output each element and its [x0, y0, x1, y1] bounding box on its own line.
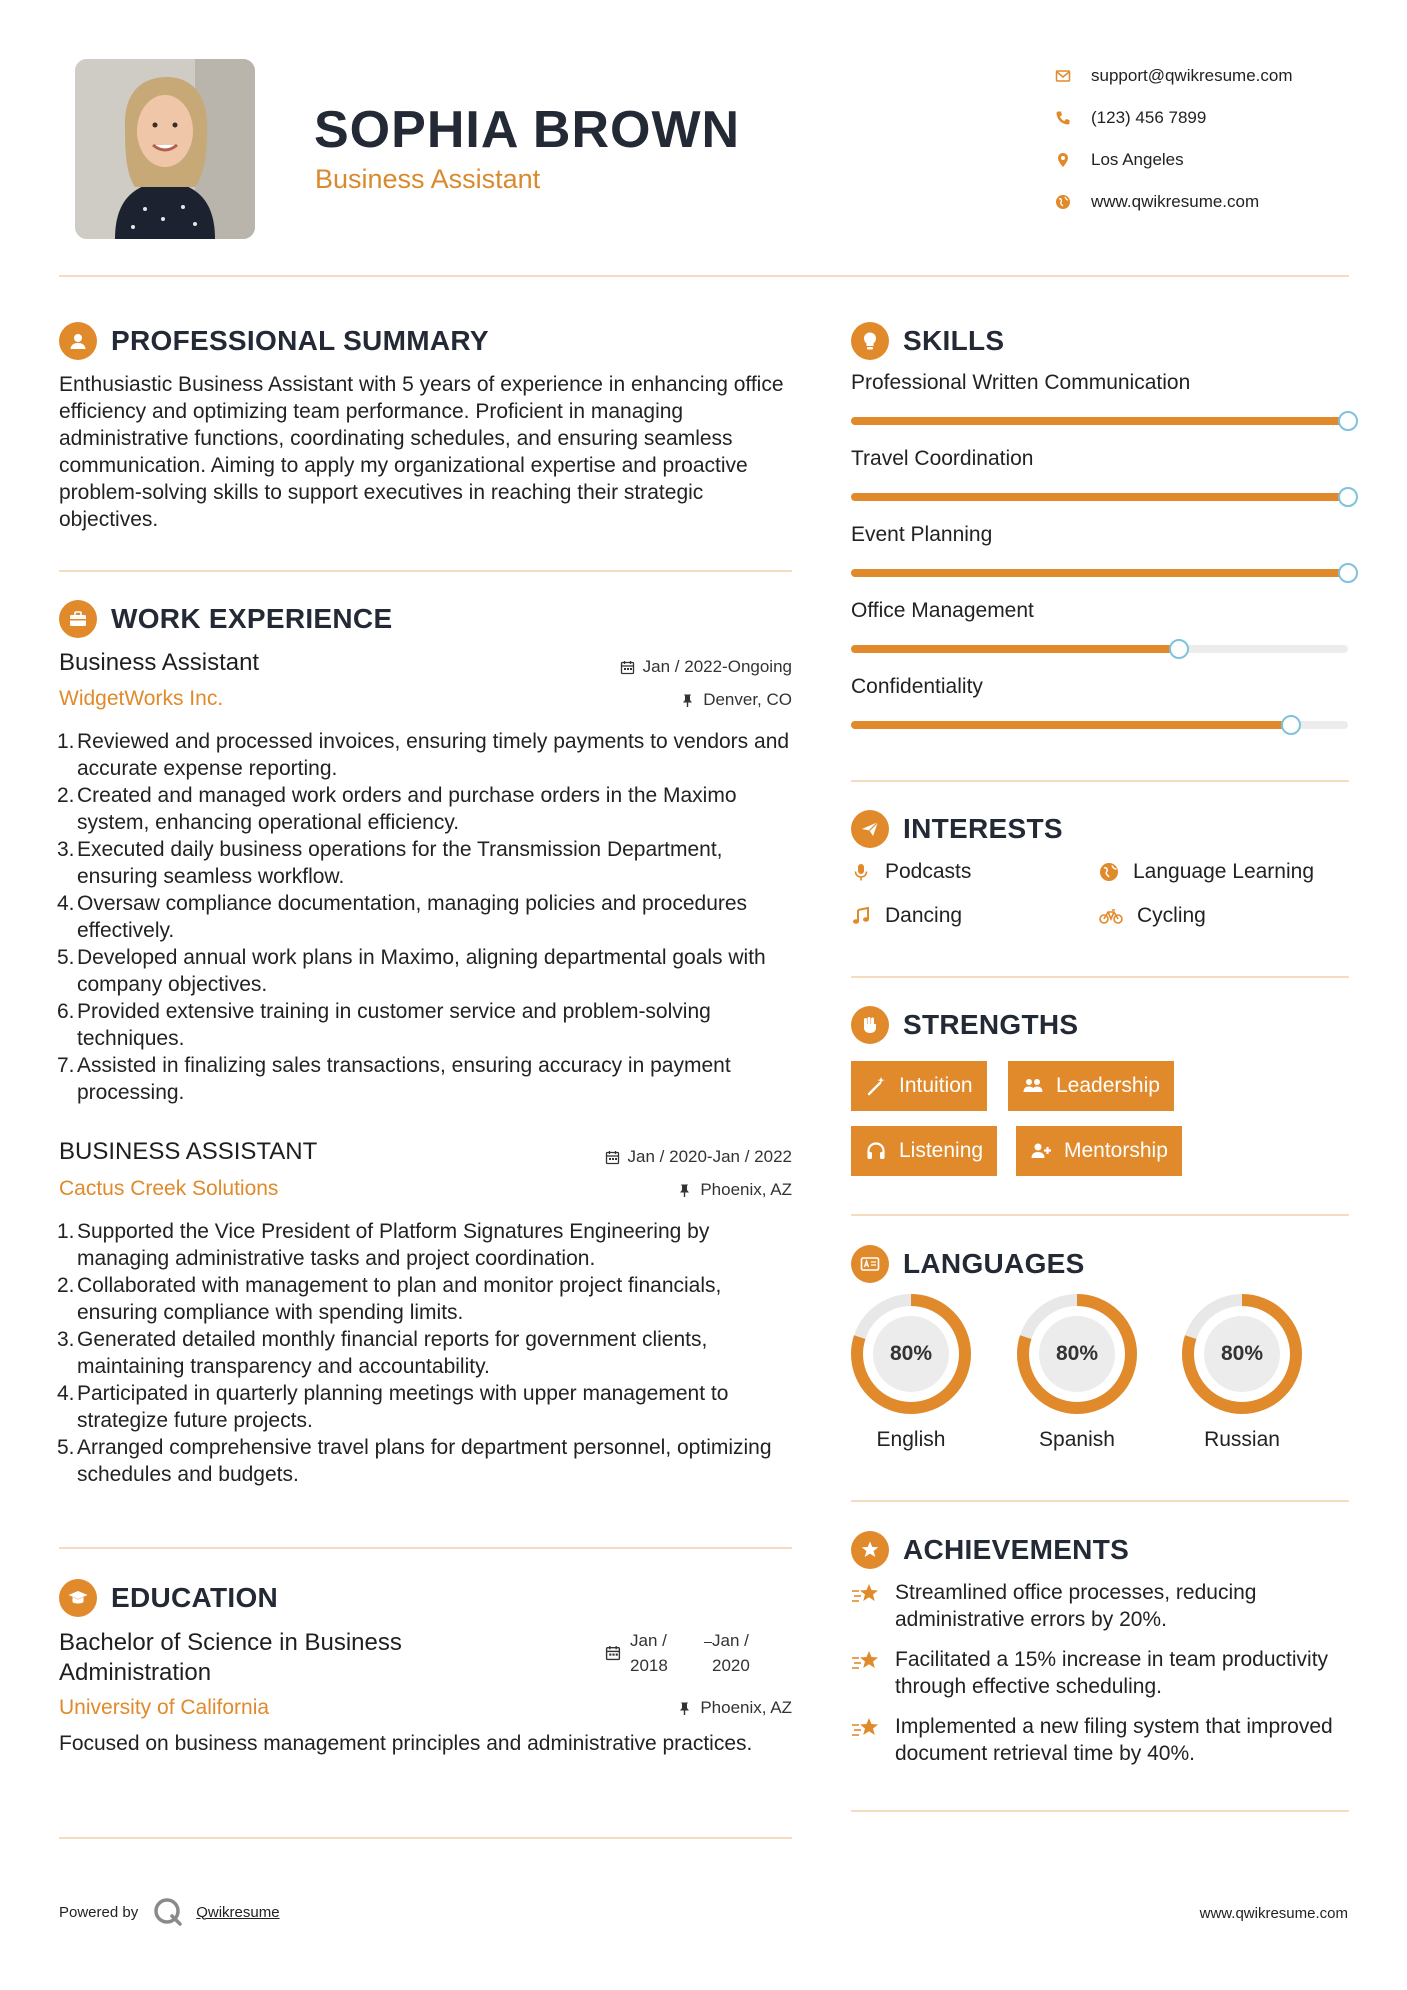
skill-label: Event Planning — [851, 523, 993, 546]
job-2-title: BUSINESS ASSISTANT — [59, 1138, 318, 1165]
summary-text: Enthusiastic Business Assistant with 5 years of experience in enhancing office efficiency and optimizing team performance. Proficient in managing administrative functions, coordinating schedules, and ensuring seamless communication. Aiming to apply my organizational expertise and proactive problem-solving skills to support executives in reaching their strategic objectives. — [59, 373, 784, 531]
contact-website[interactable] — [1055, 181, 1355, 223]
skill-bar-track — [851, 493, 1348, 501]
job-2-location — [480, 1180, 792, 1200]
job-2-dates — [480, 1147, 792, 1167]
music-note-icon — [851, 906, 871, 926]
summary-heading — [59, 322, 489, 360]
skills-heading-text: SKILLS — [903, 325, 1005, 356]
interests-heading-text: INTERESTS — [903, 813, 1063, 844]
education-school: University of California — [59, 1696, 270, 1719]
experience-heading-text: WORK EXPERIENCE — [111, 603, 393, 634]
calendar-icon — [605, 1645, 621, 1661]
list-item: 3. Executed daily business operations for the Transmission Department, ensuring seamless workflow. — [57, 838, 723, 888]
achievement-item — [851, 1579, 1361, 1633]
strengths-divider — [851, 1214, 1349, 1216]
skill-bar-knob — [1338, 411, 1358, 431]
strength-label: Mentorship — [1064, 1139, 1168, 1162]
globe-icon — [1055, 194, 1091, 210]
interest-label: Podcasts — [885, 860, 972, 883]
strength-chip — [1008, 1061, 1174, 1111]
education-description: Focused on business management principles and administrative practices. — [59, 1732, 753, 1755]
skill-item — [851, 447, 1351, 477]
interest-label: Dancing — [885, 904, 963, 927]
skill-bar-track — [851, 417, 1348, 425]
skill-label: Confidentiality — [851, 675, 983, 698]
language-progress-ring — [1015, 1292, 1139, 1416]
footer-website-link[interactable]: www.qwikresume.com — [1199, 1905, 1348, 1922]
skill-bar-fill — [851, 721, 1291, 729]
strength-chip — [851, 1061, 987, 1111]
language-progress-ring — [1180, 1292, 1304, 1416]
shooting-star-icon — [851, 1715, 881, 1741]
phone-icon — [1055, 110, 1091, 126]
experience-heading — [59, 600, 392, 638]
qwikresume-logo-icon — [152, 1896, 184, 1928]
interest-item — [851, 904, 962, 928]
education-heading-text: EDUCATION — [111, 1582, 279, 1613]
contact-email[interactable] — [1055, 55, 1355, 97]
interest-label: Cycling — [1137, 904, 1206, 927]
pushpin-icon — [677, 1701, 692, 1716]
interest-label: Language Learning — [1133, 860, 1315, 883]
paper-plane-icon — [851, 810, 889, 848]
skill-bar-knob — [1281, 715, 1301, 735]
skill-label: Office Management — [851, 599, 1034, 622]
language-name: Spanish — [1039, 1428, 1115, 1451]
job-2-location-text: Phoenix, AZ — [700, 1180, 792, 1199]
summary-divider — [59, 570, 792, 572]
skill-bar-fill — [851, 569, 1348, 577]
interests-divider — [851, 976, 1349, 978]
job-1-company: WidgetWorks Inc. — [59, 687, 224, 710]
strength-chip — [1016, 1126, 1182, 1176]
education-heading — [59, 1579, 278, 1617]
user-icon — [59, 322, 97, 360]
users-icon — [1022, 1075, 1044, 1097]
calendar-icon — [605, 1150, 620, 1165]
skill-item — [851, 523, 1351, 553]
achievements-heading — [851, 1531, 1129, 1569]
skill-bar-knob — [1338, 487, 1358, 507]
date-separator — [704, 1642, 712, 1643]
skill-bar-fill — [851, 645, 1179, 653]
job-1-location — [480, 690, 792, 710]
achievements-divider — [851, 1810, 1349, 1812]
job-1-bullets — [59, 728, 792, 1106]
language-item — [849, 1292, 973, 1452]
header-divider — [59, 275, 1349, 277]
interest-item — [1099, 904, 1206, 928]
portrait-image — [75, 59, 255, 239]
powered-by-label: Powered by — [59, 1903, 139, 1921]
globe-icon — [1099, 862, 1119, 882]
job-1-dates-text: Jan / 2022-Ongoing — [642, 657, 792, 676]
job-2-bullets — [59, 1218, 792, 1488]
skills-divider — [851, 780, 1349, 782]
pushpin-icon — [677, 1183, 692, 1198]
list-item: 3. Generated detailed monthly financial reports for government clients, maintaining transparency and accountability. — [57, 1328, 708, 1378]
skill-bar-track — [851, 645, 1348, 653]
achievement-text: Implemented a new filing system that improved document retrieval time by 40%. — [895, 1715, 1333, 1765]
skill-bar-knob — [1338, 563, 1358, 583]
achievement-text: Streamlined office processes, reducing administrative errors by 20%. — [895, 1581, 1257, 1631]
language-name: Russian — [1204, 1428, 1280, 1451]
achievement-item — [851, 1646, 1361, 1700]
languages-divider — [851, 1500, 1349, 1502]
education-start: Jan / 2018 — [630, 1631, 668, 1675]
skills-heading — [851, 322, 1004, 360]
language-item — [1015, 1292, 1139, 1452]
strengths-heading — [851, 1006, 1078, 1044]
contact-website-text: www.qwikresume.com — [1091, 192, 1260, 211]
list-item: 5. Arranged comprehensive travel plans for department personnel, optimizing schedules and budgets. — [57, 1436, 772, 1486]
achievement-text: Facilitated a 15% increase in team productivity through effective scheduling. — [895, 1648, 1329, 1698]
headphones-icon — [865, 1140, 887, 1162]
job-2-company: Cactus Creek Solutions — [59, 1177, 279, 1200]
candidate-name: SOPHIA BROWN — [314, 101, 741, 159]
calendar-icon — [620, 660, 635, 675]
job-2-dates-text: Jan / 2020-Jan / 2022 — [627, 1147, 792, 1166]
star-badge-icon — [851, 1531, 889, 1569]
contact-phone-text: (123) 456 7899 — [1091, 108, 1207, 127]
experience-divider — [59, 1547, 792, 1549]
education-degree: Bachelor of Science in Business Administration — [59, 1629, 402, 1686]
list-item: 2. Created and managed work orders and purchase orders in the Maximo system, enhancing operational efficiency. — [57, 784, 737, 834]
skill-label: Professional Written Communication — [851, 371, 1191, 394]
education-end: Jan / 2020 — [712, 1631, 750, 1675]
job-1-location-text: Denver, CO — [703, 690, 792, 709]
job-1-dates — [480, 657, 792, 677]
interest-item — [851, 860, 971, 884]
achievement-item — [851, 1713, 1361, 1767]
summary-heading-text: PROFESSIONAL SUMMARY — [111, 325, 489, 356]
magic-wand-icon — [865, 1075, 887, 1097]
strength-label: Intuition — [899, 1074, 973, 1097]
list-item: 4. Oversaw compliance documentation, managing policies and procedures effectively. — [57, 892, 748, 942]
footer-powered-by — [59, 1896, 280, 1928]
interests-heading — [851, 810, 1063, 848]
strengths-heading-text: STRENGTHS — [903, 1009, 1079, 1040]
shooting-star-icon — [851, 1648, 881, 1674]
skill-bar-track — [851, 569, 1348, 577]
raised-fist-icon — [851, 1006, 889, 1044]
graduation-cap-icon — [59, 1579, 97, 1617]
strength-label: Leadership — [1056, 1074, 1160, 1097]
education-location-text: Phoenix, AZ — [700, 1698, 792, 1717]
profile-photo — [75, 59, 255, 239]
language-card-icon — [851, 1245, 889, 1283]
list-item: 2. Collaborated with management to plan and monitor project financials, ensuring compliance with spending limits. — [57, 1274, 722, 1324]
list-item: 7. Assisted in finalizing sales transactions, ensuring accuracy in payment processing. — [57, 1054, 731, 1104]
contact-location-text: Los Angeles — [1091, 150, 1184, 169]
language-percent: 80% — [1220, 1342, 1264, 1365]
skill-label: Travel Coordination — [851, 447, 1034, 470]
list-item: 1. Reviewed and processed invoices, ensuring timely payments to vendors and accurate expense reporting. — [57, 730, 790, 780]
shooting-star-icon — [851, 1581, 881, 1607]
contact-phone[interactable] — [1055, 97, 1355, 139]
skill-bar-fill — [851, 417, 1348, 425]
lightbulb-icon — [851, 322, 889, 360]
language-name: English — [876, 1428, 946, 1451]
bicycle-icon — [1099, 906, 1123, 926]
language-item — [1180, 1292, 1304, 1452]
skill-item — [851, 371, 1351, 401]
job-1-title: Business Assistant — [59, 649, 260, 676]
list-item: 4. Participated in quarterly planning meetings with upper management to strategize future projects. — [57, 1382, 729, 1432]
candidate-title: Business Assistant — [315, 164, 541, 194]
languages-heading — [851, 1245, 1085, 1283]
list-item: 1. Supported the Vice President of Platform Signatures Engineering by managing administrative tasks and project coordination. — [57, 1220, 710, 1270]
envelope-icon — [1055, 68, 1091, 84]
education-location — [480, 1698, 792, 1718]
skill-item — [851, 675, 1351, 705]
briefcase-icon — [59, 600, 97, 638]
languages-heading-text: LANGUAGES — [903, 1248, 1085, 1279]
strength-label: Listening — [899, 1139, 984, 1162]
pushpin-icon — [680, 693, 695, 708]
skill-item — [851, 599, 1351, 629]
language-progress-ring — [849, 1292, 973, 1416]
skill-bar-fill — [851, 493, 1348, 501]
language-percent: 80% — [889, 1342, 933, 1365]
interest-item — [1099, 860, 1314, 884]
language-percent: 80% — [1055, 1342, 1099, 1365]
contact-list — [1055, 55, 1355, 223]
qwikresume-link[interactable]: Qwikresume — [196, 1903, 280, 1921]
list-item: 5. Developed annual work plans in Maximo, aligning departmental goals with company objectives. — [57, 946, 766, 996]
user-plus-icon — [1030, 1140, 1052, 1162]
list-item: 6. Provided extensive training in customer service and problem-solving techniques. — [57, 1000, 711, 1050]
strength-chip — [851, 1126, 997, 1176]
microphone-icon — [851, 862, 871, 882]
contact-location — [1055, 139, 1355, 181]
skill-bar-track — [851, 721, 1348, 729]
map-pin-icon — [1055, 152, 1091, 168]
achievements-heading-text: ACHIEVEMENTS — [903, 1534, 1130, 1565]
skill-bar-knob — [1169, 639, 1189, 659]
contact-email-text: support@qwikresume.com — [1091, 66, 1293, 85]
education-divider — [59, 1837, 792, 1839]
